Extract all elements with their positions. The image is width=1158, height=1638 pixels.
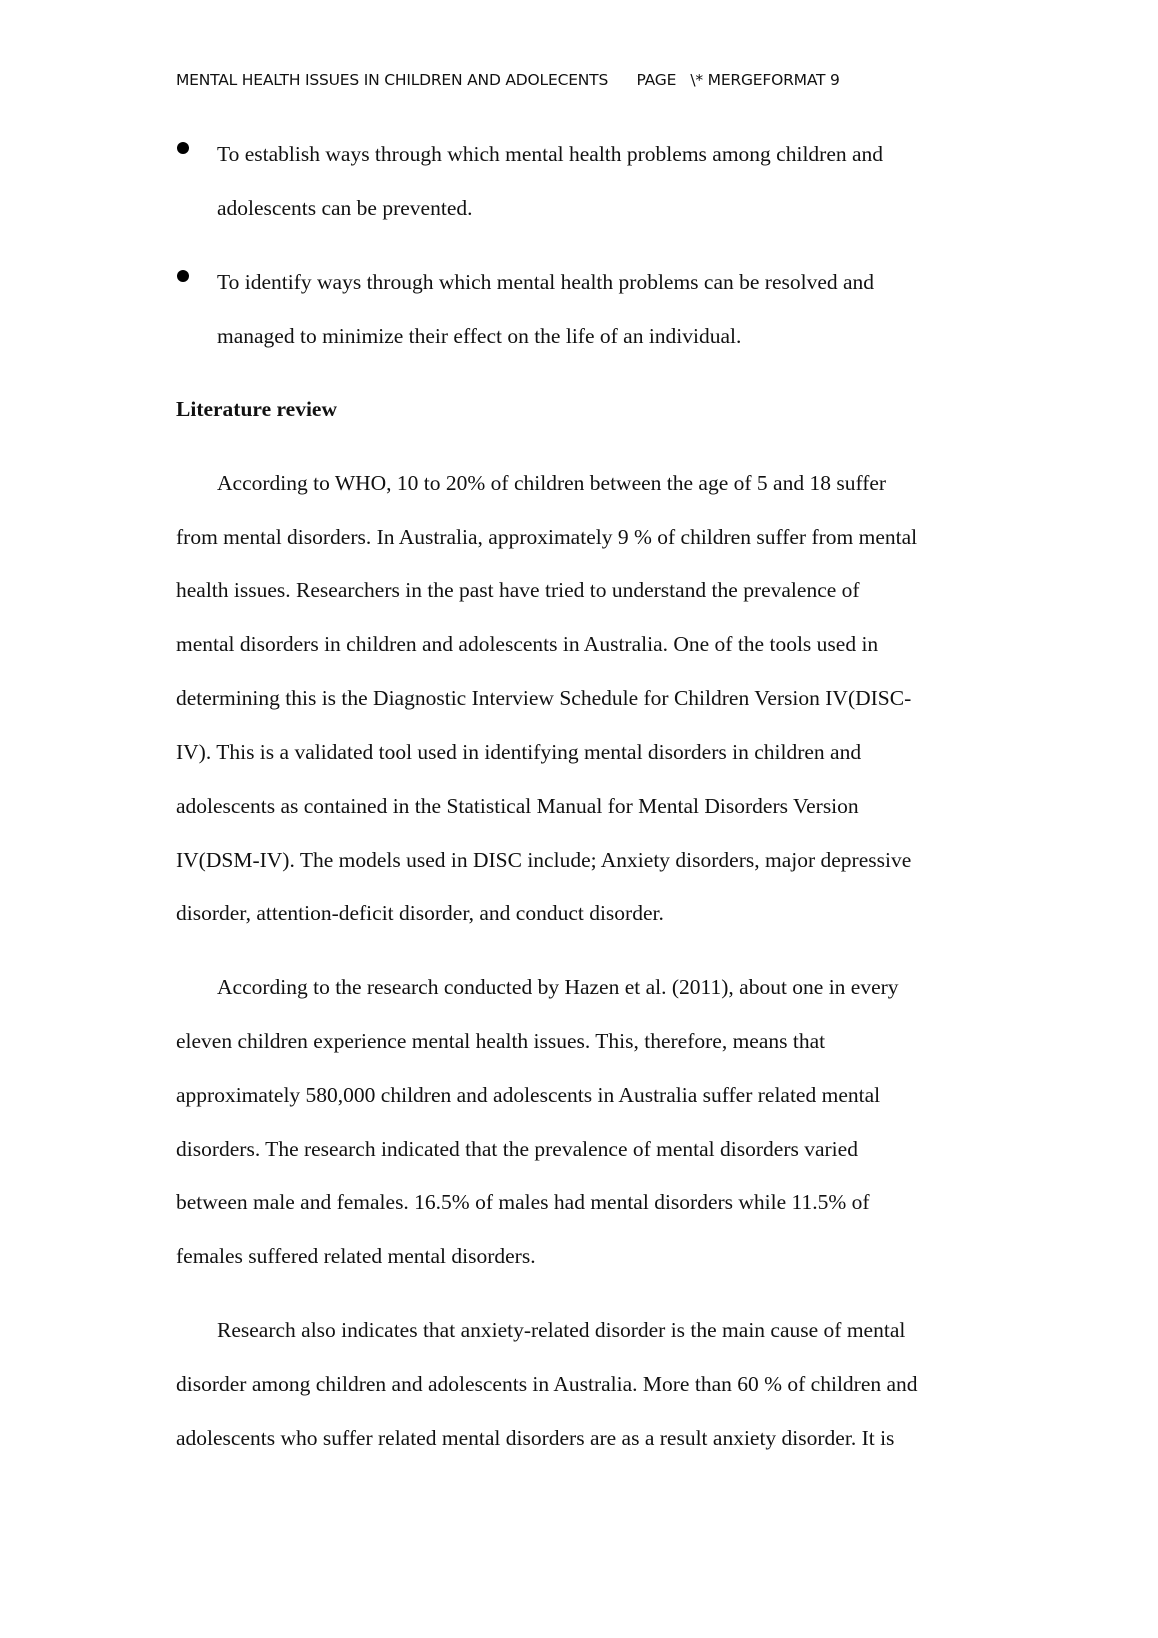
- paragraph-line: disorder among children and adolescents in Australia. More than 60 % of children and: [176, 1372, 918, 1396]
- paragraph-line: IV(DSM-IV). The models used in DISC include; Anxiety disorders, major depressive: [176, 848, 912, 872]
- running-title: MENTAL HEALTH ISSUES IN CHILDREN AND ADOLECENTS: [176, 71, 609, 89]
- paragraph-line: approximately 580,000 children and adolescents in Australia suffer related mental: [176, 1083, 881, 1107]
- bullet-text-line: managed to minimize their effect on the life of an individual.: [217, 324, 742, 348]
- paragraph-line: IV). This is a validated tool used in identifying mental disorders in children and: [176, 740, 862, 764]
- paragraph-line: disorders. The research indicated that the prevalence of mental disorders varied: [176, 1137, 858, 1161]
- paragraph-line: adolescents as contained in the Statistical Manual for Mental Disorders Version: [176, 794, 859, 818]
- page-number-field: PAGE \* MERGEFORMAT 9: [636, 71, 840, 89]
- bullet-text-line: adolescents can be prevented.: [217, 196, 473, 220]
- paragraph-line: between male and females. 16.5% of males had mental disorders while 11.5% of: [176, 1190, 870, 1214]
- paragraph-line: According to the research conducted by Hazen et al. (2011), about one in every: [217, 975, 899, 999]
- paragraph-line: determining this is the Diagnostic Interview Schedule for Children Version IV(DISC-: [176, 686, 912, 710]
- paragraph-line: adolescents who suffer related mental disorders are as a result anxiety disorder. It is: [176, 1426, 895, 1450]
- bullet-icon: [177, 142, 189, 154]
- paragraph-line: health issues. Researchers in the past have tried to understand the prevalence of: [176, 578, 860, 602]
- bullet-text-line: To establish ways through which mental health problems among children and: [217, 142, 884, 166]
- paragraph-line: from mental disorders. In Australia, approximately 9 % of children suffer from mental: [176, 525, 918, 549]
- paragraph-line: mental disorders in children and adolescents in Australia. One of the tools used in: [176, 632, 879, 656]
- paragraph-line: Research also indicates that anxiety-related disorder is the main cause of mental: [217, 1318, 906, 1342]
- paragraph-line: According to WHO, 10 to 20% of children between the age of 5 and 18 suffer: [217, 471, 887, 495]
- paragraph-line: females suffered related mental disorders.: [176, 1244, 536, 1268]
- paragraph-line: disorder, attention-deficit disorder, and conduct disorder.: [176, 901, 664, 925]
- bullet-icon: [177, 270, 189, 282]
- paragraph-line: eleven children experience mental health issues. This, therefore, means that: [176, 1029, 826, 1053]
- section-heading: Literature review: [176, 397, 337, 421]
- bullet-text-line: To identify ways through which mental health problems can be resolved and: [217, 270, 875, 294]
- page-header: [176, 71, 840, 89]
